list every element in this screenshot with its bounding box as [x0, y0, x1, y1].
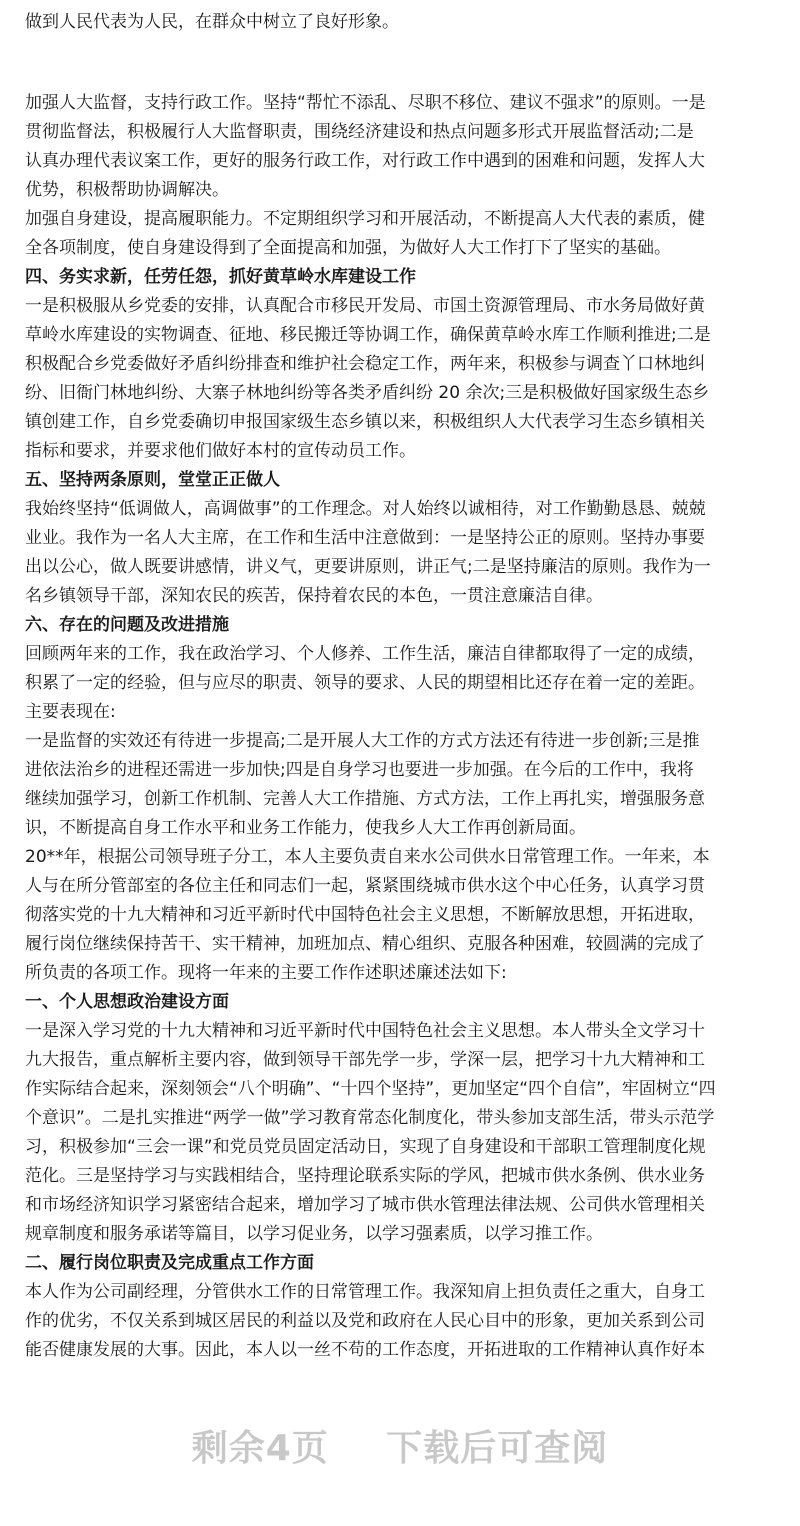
paragraph-line: 人与在所分管部室的各位主任和同志们一起，紧紧围绕城市供水这个中心任务，认真学习贯	[25, 876, 705, 896]
paragraph-line: 贯彻监督法，积极履行人大监督职责，围绕经济建设和热点问题多形式开展监督活动;二是	[25, 122, 694, 142]
paragraph-line: 积极配合乡党委做好矛盾纠纷排查和维护社会稳定工作，两年来，积极参与调查丫口林地纠	[25, 354, 705, 374]
paragraph-line: 镇创建工作，自乡党委确切申报国家级生态乡镇以来，积极组织人大代表学习生态乡镇相关	[25, 412, 705, 432]
download-prompt[interactable]	[0, 1420, 800, 1471]
paragraph-line: 主要表现在:	[25, 702, 116, 722]
paragraph-line: 认真办理代表议案工作，更好的服务行政工作，对行政工作中遇到的困难和问题，发挥人大	[25, 151, 705, 171]
paragraph-line: 和市场经济知识学习紧密结合起来，增加学习了城市供水管理法律法规、公司供水管理相关	[25, 1195, 705, 1215]
paragraph-line: 一是积极服从乡党委的安排，认真配合市移民开发局、市国土资源管理局、市水务局做好黄	[25, 296, 705, 316]
paragraph-line: 个意识”。二是扎实推进“两学一做”学习教育常态化制度化，带头参加支部生活，带头示范学	[25, 1108, 715, 1128]
paragraph-line: 优势，积极帮助协调解决。	[25, 180, 229, 200]
paragraph-line: 本人作为公司副经理，分管供水工作的日常管理工作。我深知肩上担负责任之重大，自身工	[25, 1282, 705, 1302]
paragraph-line: 一是深入学习党的十九大精神和习近平新时代中国特色社会主义思想。本人带头全文学习十	[25, 1021, 705, 1041]
section-heading: 四、务实求新，任劳任怨，抓好黄草岭水库建设工作	[25, 267, 416, 287]
paragraph-line: 草岭水库建设的实物调查、征地、移民搬迁等协调工作，确保黄草岭水库工作顺利推进;二是	[25, 325, 711, 345]
paragraph-line: 指标和要求，并要求他们做好本村的宣传动员工作。	[25, 441, 416, 461]
paragraph-line: 作实际结合起来，深刻领会“八个明确”、“十四个坚持”，更加坚定“四个自信”，牢固树立“四	[25, 1079, 716, 1099]
section-heading: 五、坚持两条原则，堂堂正正做人	[25, 470, 280, 490]
paragraph-line: 识，不断提高自身工作水平和业务工作能力，使我乡人大工作再创新局面。	[25, 818, 586, 838]
paragraph-line: 加强人大监督，支持行政工作。坚持“帮忙不添乱、尽职不移位、建议不强求”的原则。一是	[25, 93, 706, 113]
paragraph-line: 规章制度和服务承诺等篇目，以学习促业务，以学习强素质，以学习推工作。	[25, 1224, 603, 1244]
paragraph-line: 我始终坚持“低调做人，高调做事”的工作理念。对人始终以诚相待，对工作勤勤恳恳、兢兢	[25, 499, 706, 519]
paragraph-line: 彻落实党的十九大精神和习近平新时代中国特色社会主义思想，不断解放思想，开拓进取，	[25, 905, 705, 925]
paragraph-line: 继续加强学习，创新工作机制、完善人大工作措施、方式方法，工作上再扎实，增强服务意	[25, 789, 705, 809]
paragraph-line: 全各项制度，使自身建设得到了全面提高和加强，为做好人大工作打下了坚实的基础。	[25, 238, 671, 258]
paragraph-line: 九大报告，重点解析主要内容，做到领导干部先学一步，学深一层，把学习十九大精神和工	[25, 1050, 705, 1070]
section-heading: 一、个人思想政治建设方面	[25, 992, 229, 1012]
paragraph-line: 名乡镇领导干部，深知农民的疾苦，保持着农民的本色，一贯注意廉洁自律。	[25, 586, 603, 606]
section-heading: 二、履行岗位职责及完成重点工作方面	[25, 1253, 314, 1273]
paragraph-line: 做到人民代表为人民，在群众中树立了良好形象。	[25, 12, 399, 32]
paragraph-line: 所负责的各项工作。现将一年来的主要工作作述职述廉述法如下:	[25, 963, 507, 983]
paragraph-line: 加强自身建设，提高履职能力。不定期组织学习和开展活动，不断提高人大代表的素质，健	[25, 209, 705, 229]
paragraph-line: 能否健康发展的大事。因此，本人以一丝不苟的工作态度，开拓进取的工作精神认真作好本	[25, 1340, 705, 1360]
paragraph-line: 范化。三是坚持学习与实践相结合，坚持理论联系实际的学风，把城市供水条例、供水业务	[25, 1166, 705, 1186]
paragraph-line: 进依法治乡的进程还需进一步加快;四是自身学习也要进一步加强。在今后的工作中，我将	[25, 760, 694, 780]
paragraph-line: 习，积极参加“三会一课”和党员党员固定活动日，实现了自身建设和干部职工管理制度化规	[25, 1137, 706, 1157]
paragraph-line: 积累了一定的经验，但与应尽的职责、领导的要求、人民的期望相比还存在着一定的差距。	[25, 673, 705, 693]
paragraph-line: 作的优劣，不仅关系到城区居民的利益以及党和政府在人民心目中的形象，更加关系到公司	[25, 1311, 705, 1331]
paragraph-line: 20**年，根据公司领导班子分工，本人主要负责自来水公司供水日常管理工作。一年来，本	[25, 847, 710, 867]
section-heading: 六、存在的问题及改进措施	[25, 615, 229, 635]
paragraph-line: 纷、旧衙门林地纠纷、大寨子林地纠纷等各类矛盾纠纷 20 余次;三是积极做好国家级生态乡	[25, 383, 710, 403]
paragraph-line: 一是监督的实效还有待进一步提高;二是开展人大工作的方式方法还有待进一步创新;三是推	[25, 731, 700, 751]
paragraph-line: 业业。我作为一名人大主席，在工作和生活中注意做到：一是坚持公正的原则。坚持办事要	[25, 528, 705, 548]
remaining-pages-label: 剩余4页	[191, 1428, 329, 1469]
paragraph-line: 回顾两年来的工作，我在政治学习、个人修养、工作生活，廉洁自律都取得了一定的成绩，	[25, 644, 705, 664]
download-to-view-label: 下载后可查阅	[386, 1428, 609, 1469]
paragraph-line: 履行岗位继续保持苦干、实干精神，加班加点、精心组织、克服各种困难，较圆满的完成了	[25, 934, 705, 954]
paragraph-line: 出以公心，做人既要讲感情，讲义气，更要讲原则，讲正气;二是坚持廉洁的原则。我作为一	[25, 557, 711, 577]
